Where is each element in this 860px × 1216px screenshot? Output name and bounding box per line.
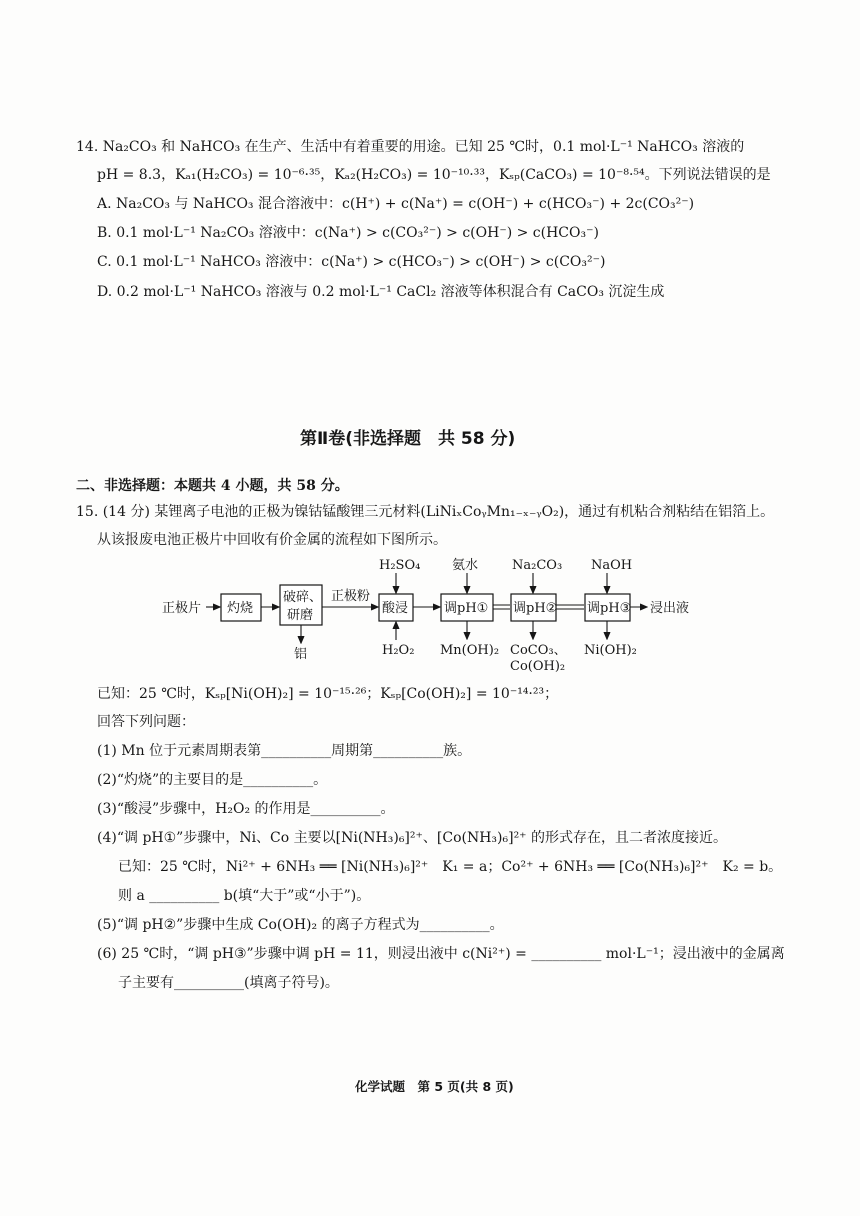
label-calcine: 灼烧	[227, 601, 254, 616]
label-h2o2: H₂O₂	[382, 643, 415, 658]
q15-known: 已知：25 ℃时，Kₛₚ[Ni(OH)₂] = 10⁻¹⁵·²⁶；Kₛₚ[Co(OH)₂] = 10⁻¹⁴·²³；	[97, 686, 559, 702]
label-aluminum: 铝	[294, 647, 308, 662]
label-co-oh2: Co(OH)₂	[510, 659, 566, 674]
q15-part5: (5)“调 pH②”步骤中生成 Co(OH)₂ 的离子方程式为__________。	[97, 917, 504, 933]
q15-stem-line1: 15. (14 分) 某锂离子电池的正极为镍钴锰酸锂三元材料(LiNiₓCoᵧMn₁₋ₓ₋ᵧO₂)，通过有机粘合剂粘结在铝箔上。	[76, 504, 775, 520]
label-grind: 研磨	[287, 608, 314, 623]
label-h2so4: H₂SO₄	[379, 558, 421, 573]
label-adjust-ph1: 调pH①	[444, 601, 489, 616]
section-intro: 二、非选择题：本题共 4 小题，共 58 分。	[76, 478, 349, 494]
label-leachate: 浸出液	[650, 601, 690, 616]
q15-part4-line1: (4)“调 pH①”步骤中，Ni、Co 主要以[Ni(NH₃)₆]²⁺、[Co(NH₃)₆]²⁺ 的形式存在，且二者浓度接近。	[97, 830, 728, 846]
label-acid-leach: 酸浸	[382, 601, 409, 616]
label-adjust-ph3: 调pH③	[587, 601, 632, 616]
q14-option-a: A. Na₂CO₃ 与 NaHCO₃ 混合溶液中：c(H⁺) + c(Na⁺) = c(OH⁻) + c(HCO₃⁻) + 2c(CO₃²⁻)	[97, 196, 695, 212]
label-crush: 破碎、	[283, 590, 323, 605]
q15-part1: (1) Mn 位于元素周期表第__________周期第__________族。	[97, 743, 472, 759]
label-coco3: CoCO₃、	[510, 643, 567, 658]
q15-stem-line2: 从该报废电池正极片中回收有价金属的流程如下图所示。	[97, 532, 447, 548]
q15-part4-line2: 已知：25 ℃时，Ni²⁺ + 6NH₃ ══ [Ni(NH₃)₆]²⁺ K₁ = a；Co²⁺ + 6NH₃ ══ [Co(NH₃)₆]²⁺ K₂ = b。	[118, 859, 783, 875]
q15-part6-line2: 子主要有__________(填离子符号)。	[118, 975, 339, 991]
q14-stem-line1: 14. Na₂CO₃ 和 NaHCO₃ 在生产、生活中有着重要的用途。已知 25 ℃时，0.1 mol·L⁻¹ NaHCO₃ 溶液的	[76, 139, 745, 155]
label-ammonia: 氨水	[452, 558, 479, 573]
q14-stem-line2: pH = 8.3，Kₐ₁(H₂CO₃) = 10⁻⁶·³⁵，Kₐ₂(H₂CO₃) = 10⁻¹⁰·³³，Kₛₚ(CaCO₃) = 10⁻⁸·⁵⁴。下列说法错误的是	[97, 167, 771, 183]
q15-part2: (2)“灼烧”的主要目的是__________。	[97, 772, 328, 788]
label-ni-oh2: Ni(OH)₂	[584, 643, 637, 658]
q15-prompt: 回答下列问题：	[97, 714, 195, 730]
label-start: 正极片	[162, 601, 202, 616]
label-cathode-powder: 正极粉	[331, 589, 371, 604]
section-title: 第Ⅱ卷(非选择题 共 58 分)	[300, 429, 516, 449]
q14-option-b: B. 0.1 mol·L⁻¹ Na₂CO₃ 溶液中：c(Na⁺) > c(CO₃²⁻) > c(OH⁻) > c(HCO₃⁻)	[97, 225, 599, 241]
q14-option-c: C. 0.1 mol·L⁻¹ NaHCO₃ 溶液中：c(Na⁺) > c(HCO₃⁻) > c(OH⁻) > c(CO₃²⁻)	[97, 254, 606, 270]
label-mn-oh2: Mn(OH)₂	[440, 643, 500, 658]
label-naoh: NaOH	[591, 558, 633, 573]
q14-option-d: D. 0.2 mol·L⁻¹ NaHCO₃ 溶液与 0.2 mol·L⁻¹ CaCl₂ 溶液等体积混合有 CaCO₃ 沉淀生成	[97, 284, 665, 300]
q15-part6-line1: (6) 25 ℃时，“调 pH③”步骤中调 pH = 11，则浸出液中 c(Ni²⁺) = __________ mol·L⁻¹；浸出液中的金属离	[97, 946, 785, 962]
q15-part3: (3)“酸浸”步骤中，H₂O₂ 的作用是__________。	[97, 801, 395, 817]
q15-part4-line3: 则 a __________ b(填“大于”或“小于”)。	[118, 888, 371, 904]
label-adjust-ph2: 调pH②	[513, 601, 558, 616]
label-na2co3: Na₂CO₃	[512, 558, 563, 573]
page-footer: 化学试题 第 5 页(共 8 页)	[355, 1079, 514, 1094]
